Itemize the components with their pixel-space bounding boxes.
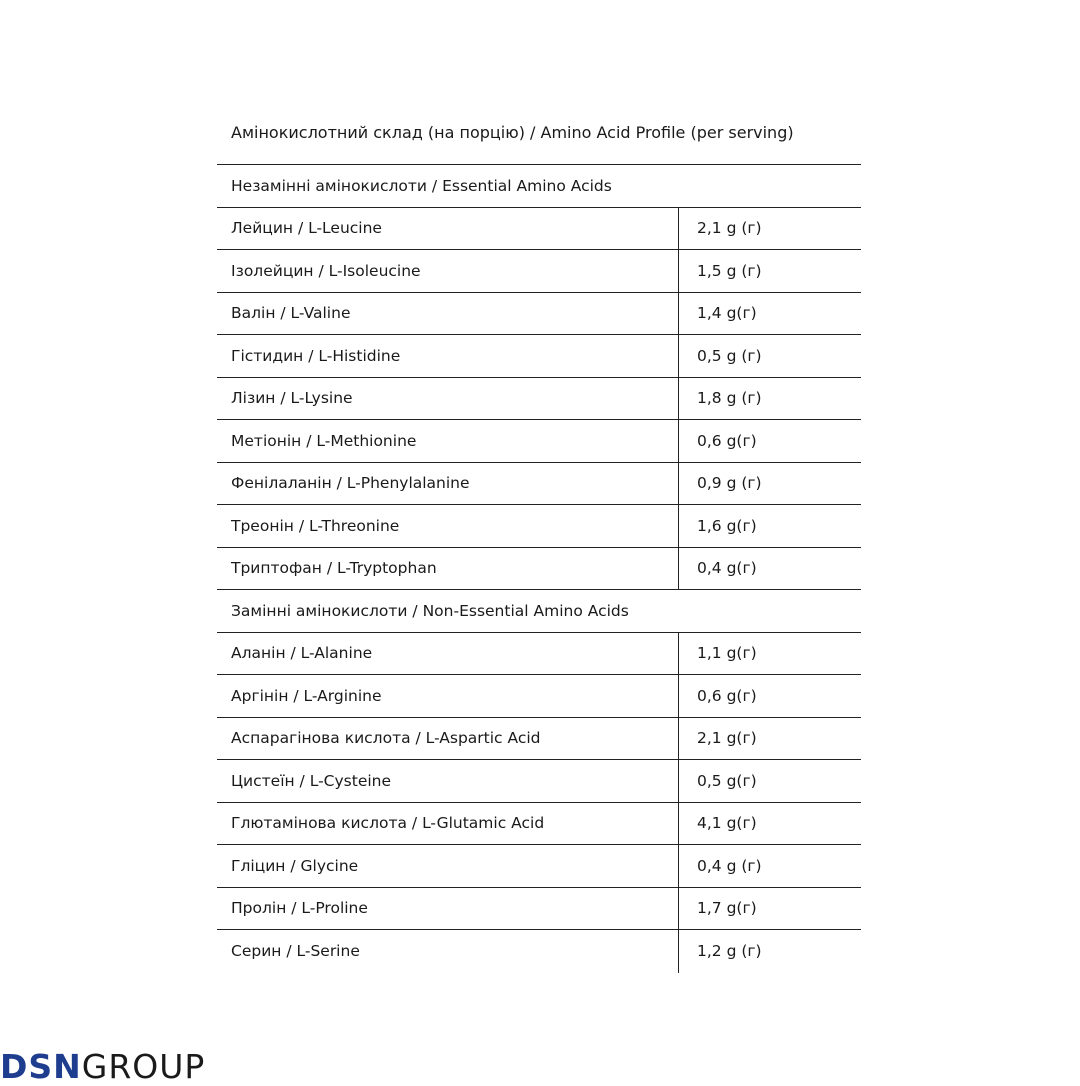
table-row [217, 463, 861, 506]
amino-acid-name: Триптофан / L-Tryptophan [217, 548, 679, 590]
amino-acid-name: Серин / L-Serine [217, 930, 679, 973]
amino-acid-value: 2,1 g (г) [697, 219, 762, 238]
amino-acid-value: 1,4 g(г) [697, 304, 757, 323]
amino-acid-value: 4,1 g(г) [697, 814, 757, 833]
amino-acid-value: 1,6 g(г) [697, 516, 757, 535]
amino-acid-value: 0,9 g (г) [697, 474, 762, 493]
amino-acid-name: Фенілаланін / L-Phenylalanine [217, 463, 679, 505]
amino-acid-value: 1,1 g(г) [697, 644, 757, 663]
table-row [217, 845, 861, 888]
table-row [217, 250, 861, 293]
amino-acid-table [217, 112, 861, 973]
amino-acid-name: Треонін / L-Threonine [217, 505, 679, 547]
logo-dsn-text: DSN [0, 1047, 82, 1086]
amino-acid-name: Валін / L-Valine [217, 293, 679, 335]
table-row [217, 293, 861, 336]
amino-acid-name: Глютамінова кислота / L-Glutamic Acid [217, 803, 679, 845]
table-row [217, 760, 861, 803]
amino-acid-value: 1,2 g (г) [697, 942, 762, 961]
table-row [217, 675, 861, 718]
amino-acid-name: Пролін / L-Proline [217, 888, 679, 930]
table-row [217, 633, 861, 676]
table-row [217, 888, 861, 931]
amino-acid-value: 1,7 g(г) [697, 899, 757, 918]
amino-acid-value: 0,4 g (г) [697, 856, 762, 875]
amino-acid-name: Цистеїн / L-Cysteine [217, 760, 679, 802]
amino-acid-name: Аргінін / L-Arginine [217, 675, 679, 717]
table-row [217, 718, 861, 761]
amino-acid-value: 0,6 g(г) [697, 686, 757, 705]
table-row [217, 378, 861, 421]
amino-acid-name: Лізин / L-Lysine [217, 378, 679, 420]
table-row [217, 505, 861, 548]
logo-group-text: GROUP [81, 1047, 206, 1086]
section-header-non-essential: Замінні амінокислоти / Non-Essential Amino Acids [217, 590, 861, 633]
amino-acid-name: Гістидин / L-Histidine [217, 335, 679, 377]
table-row [217, 803, 861, 846]
amino-acid-name: Аспарагінова кислота / L-Aspartic Acid [217, 718, 679, 760]
amino-acid-value: 0,4 g(г) [697, 559, 757, 578]
table-row [217, 548, 861, 591]
table-row [217, 208, 861, 251]
amino-acid-value: 1,5 g (г) [697, 261, 762, 280]
amino-acid-value: 1,8 g (г) [697, 389, 762, 408]
amino-acid-value: 2,1 g(г) [697, 729, 757, 748]
amino-acid-name: Ізолейцин / L-Isoleucine [217, 250, 679, 292]
amino-acid-name: Аланін / L-Alanine [217, 633, 679, 675]
amino-acid-name: Лейцин / L-Leucine [217, 208, 679, 250]
amino-acid-name: Метіонін / L-Methionine [217, 420, 679, 462]
amino-acid-value: 0,5 g (г) [697, 346, 762, 365]
amino-acid-value: 0,6 g(г) [697, 431, 757, 450]
section-header-essential: Незамінні амінокислоти / Essential Amino Acids [217, 165, 861, 208]
table-title: Амінокислотний склад (на порцію) / Amino Acid Profile (per serving) [217, 112, 861, 165]
table-row [217, 930, 861, 973]
table-row [217, 335, 861, 378]
amino-acid-name: Гліцин / Glycine [217, 845, 679, 887]
table-row [217, 420, 861, 463]
dsn-group-logo [0, 1047, 206, 1086]
amino-acid-value: 0,5 g(г) [697, 771, 757, 790]
